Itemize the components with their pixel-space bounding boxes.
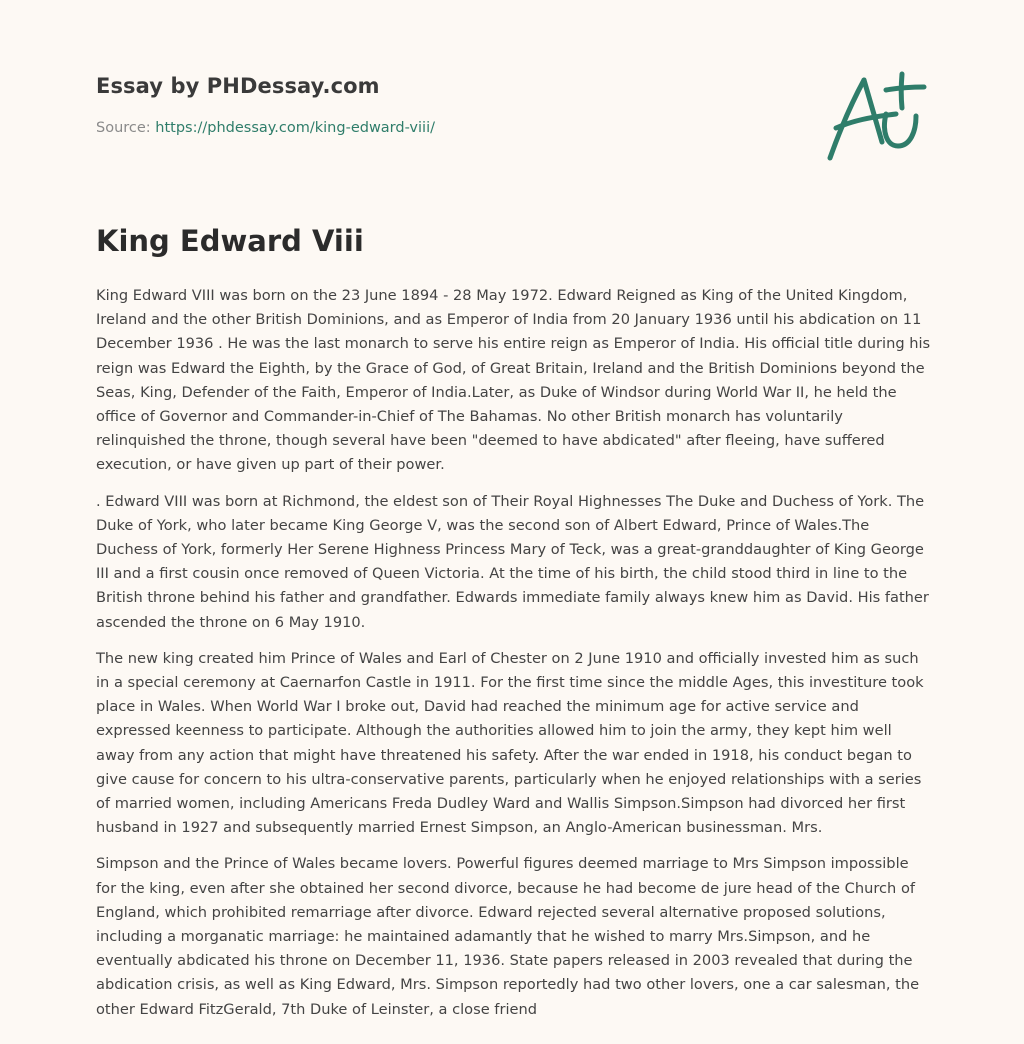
essay-title: King Edward Viii [96, 224, 364, 258]
essay-paragraph: The new king created him Prince of Wales and Earl of Chester on 2 June 1910 and officially invested him as such in a special ceremony at Caernarfon Castle in 1911. For the first time since the middle Ages, this investiture took place in Wales. When World War I broke out, David had reached the minimum age for active service and expressed keenness to participate. Although the authorities allowed him to join the army, they kept him well away from any action that might have threatened his safety. After the war ended in 1918, his conduct began to give cause for concern to his ultra-conservative parents, particularly when he enjoyed relationships with a series of married women, including Americans Freda Dudley Ward and Wallis Simpson.Simpson had divorced her first husband in 1927 and subsequently married Ernest Simpson, an Anglo-American businessman. Mrs. [96, 649, 924, 837]
source-label: Source: [96, 120, 156, 136]
a-plus-logo-icon [820, 66, 930, 166]
source-link[interactable]: https://phdessay.com/king-edward-viii/ [155, 120, 435, 136]
source-line [96, 120, 796, 136]
brand-title: Essay by PHDessay.com [96, 74, 380, 98]
essay-paragraph: . Edward VIII was born at Richmond, the eldest son of Their Royal Highnesses The Duke and Duchess of York. The Duke of York, who later became King George V, was the second son of Albert Edward, Prince of Wales.The Duchess of York, formerly Her Serene Highness Princess Mary of Teck, was a great-granddaughter of King George III and a first cousin once removed of Queen Victoria. At the time of his birth, the child stood third in line to the British throne behind his father and grandfather. Edwards immediate family always knew him as David. His father ascended the throne on 6 May 1910. [96, 492, 929, 631]
essay-paragraph: Simpson and the Prince of Wales became lovers. Powerful figures deemed marriage to Mrs Simpson impossible for the king, even after she obtained her second divorce, because he had become de jure head of the Church of England, which prohibited remarriage after divorce. Edward rejected several alternative proposed solutions, including a morganatic marriage: he maintained adamantly that he wished to marry Mrs.Simpson, and he eventually abdicated his throne on December 11, 1936. State papers released in 2003 revealed that during the abdication crisis, as well as King Edward, Mrs. Simpson reportedly had two other lovers, one a car salesman, the other Edward FitzGerald, 7th Duke of Leinster, a close friend [96, 855, 920, 1018]
page-header [96, 74, 796, 136]
essay-body [96, 284, 932, 1034]
essay-paragraph: King Edward VIII was born on the 23 June 1894 - 28 May 1972. Edward Reigned as King of the United Kingdom, Ireland and the other British Dominions, and as Emperor of India from 20 January 1936 until his abdication on 11 December 1936 . He was the last monarch to serve his entire reign as Emperor of India. His official title during his reign was Edward the Eighth, by the Grace of God, of Great Britain, Ireland and the British Dominions beyond the Seas, King, Defender of the Faith, Emperor of India.Later, as Duke of Windsor during World War II, he held the office of Governor and Commander-in-Chief of The Bahamas. No other British monarch has voluntarily relinquished the throne, though several have been "deemed to have abdicated" after fleeing, have suffered execution, or have given up part of their power. [96, 287, 931, 474]
